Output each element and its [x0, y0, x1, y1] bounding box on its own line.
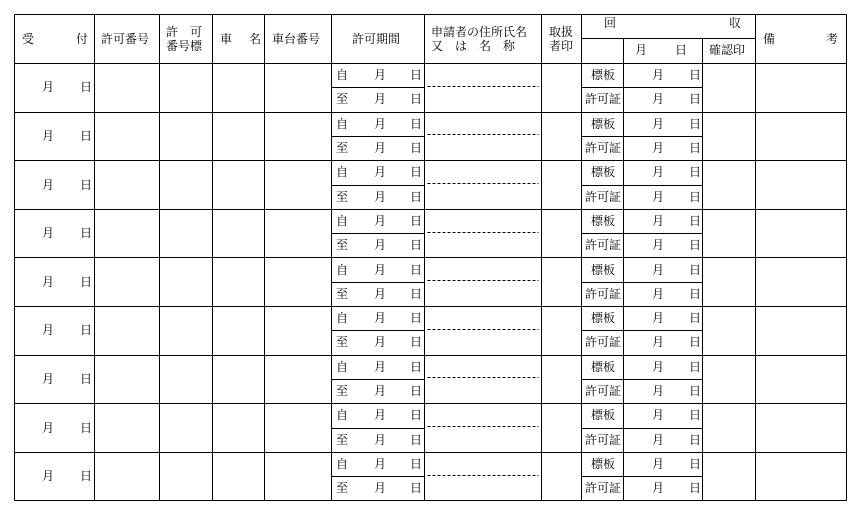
period-from-label: 自	[336, 456, 349, 471]
header-permit-period: 許可期間	[352, 32, 401, 46]
header-receipt-2: 付	[76, 32, 89, 46]
period-to-day: 日	[410, 286, 423, 301]
header-handler-line1: 取扱	[549, 25, 574, 39]
period-from-day: 日	[410, 262, 423, 277]
collection-plate-day: 日	[689, 408, 702, 423]
receipt-day: 日	[80, 274, 93, 289]
period-from-month: 月	[374, 165, 387, 180]
collection-plate-month: 月	[652, 116, 665, 131]
collection-plate-day: 日	[689, 116, 702, 131]
receipt-day: 日	[80, 80, 93, 95]
period-from-month: 月	[374, 262, 387, 277]
header-chassis-no: 車台番号	[272, 32, 321, 46]
receipt-month: 月	[42, 371, 55, 386]
period-to-label: 至	[336, 481, 349, 496]
period-from-day: 日	[410, 116, 423, 131]
period-to-month: 月	[374, 189, 387, 204]
period-from-label: 自	[336, 68, 349, 83]
period-to-day: 日	[410, 335, 423, 350]
collection-certificate-day: 日	[689, 481, 702, 496]
collection-plate-label: 標板	[591, 456, 616, 471]
receipt-month: 月	[42, 420, 55, 435]
period-from-label: 自	[336, 116, 349, 131]
period-from-month: 月	[374, 456, 387, 471]
collection-certificate-label: 許可証	[585, 481, 622, 496]
collection-certificate-label: 許可証	[585, 286, 622, 301]
collection-certificate-month: 月	[652, 92, 665, 107]
collection-certificate-day: 日	[689, 189, 702, 204]
collection-plate-label: 標板	[591, 262, 616, 277]
collection-certificate-label: 許可証	[585, 432, 622, 447]
period-from-label: 自	[336, 262, 349, 277]
collection-plate-month: 月	[652, 165, 665, 180]
collection-plate-label: 標板	[591, 68, 616, 83]
period-from-day: 日	[410, 68, 423, 83]
period-from-day: 日	[410, 456, 423, 471]
header-remarks-1: 備	[763, 32, 776, 46]
period-to-month: 月	[374, 432, 387, 447]
period-to-label: 至	[336, 189, 349, 204]
period-to-month: 月	[374, 141, 387, 156]
collection-certificate-day: 日	[689, 432, 702, 447]
collection-plate-day: 日	[689, 311, 702, 326]
collection-certificate-month: 月	[652, 335, 665, 350]
period-to-label: 至	[336, 335, 349, 350]
collection-plate-day: 日	[689, 68, 702, 83]
period-to-day: 日	[410, 141, 423, 156]
period-to-day: 日	[410, 238, 423, 253]
receipt-day: 日	[80, 177, 93, 192]
collection-plate-label: 標板	[591, 116, 616, 131]
collection-plate-month: 月	[652, 311, 665, 326]
collection-certificate-month: 月	[652, 286, 665, 301]
period-to-month: 月	[374, 481, 387, 496]
collection-plate-day: 日	[689, 213, 702, 228]
collection-certificate-label: 許可証	[585, 335, 622, 350]
collection-certificate-month: 月	[652, 141, 665, 156]
period-to-label: 至	[336, 286, 349, 301]
period-to-label: 至	[336, 141, 349, 156]
receipt-day: 日	[80, 323, 93, 338]
receipt-month: 月	[42, 469, 55, 484]
period-from-label: 自	[336, 408, 349, 423]
period-to-month: 月	[374, 238, 387, 253]
period-from-month: 月	[374, 116, 387, 131]
period-to-month: 月	[374, 92, 387, 107]
receipt-day: 日	[80, 420, 93, 435]
period-from-label: 自	[336, 165, 349, 180]
collection-plate-label: 標板	[591, 408, 616, 423]
collection-certificate-label: 許可証	[585, 92, 622, 107]
collection-plate-month: 月	[652, 262, 665, 277]
receipt-day: 日	[80, 371, 93, 386]
receipt-month: 月	[42, 226, 55, 241]
period-to-label: 至	[336, 432, 349, 447]
collection-certificate-month: 月	[652, 432, 665, 447]
receipt-month: 月	[42, 80, 55, 95]
header-remarks-2: 考	[826, 32, 839, 46]
collection-certificate-day: 日	[689, 286, 702, 301]
collection-plate-day: 日	[689, 165, 702, 180]
collection-plate-label: 標板	[591, 311, 616, 326]
receipt-month: 月	[42, 274, 55, 289]
header-plate-no-line1: 許 可	[166, 25, 203, 39]
period-to-day: 日	[410, 189, 423, 204]
period-from-month: 月	[374, 213, 387, 228]
receipt-day: 日	[80, 226, 93, 241]
header-collection-day: 日	[675, 43, 688, 57]
collection-certificate-month: 月	[652, 481, 665, 496]
collection-certificate-label: 許可証	[585, 189, 622, 204]
period-to-day: 日	[410, 481, 423, 496]
period-from-month: 月	[374, 359, 387, 374]
receipt-day: 日	[80, 469, 93, 484]
receipt-month: 月	[42, 128, 55, 143]
period-from-month: 月	[374, 68, 387, 83]
header-vehicle-name-2: 名	[249, 32, 262, 46]
collection-plate-label: 標板	[591, 213, 616, 228]
period-to-month: 月	[374, 335, 387, 350]
header-collection-2: 収	[729, 16, 742, 30]
collection-certificate-day: 日	[689, 384, 702, 399]
period-to-month: 月	[374, 384, 387, 399]
collection-plate-label: 標板	[591, 359, 616, 374]
period-from-day: 日	[410, 165, 423, 180]
collection-plate-day: 日	[689, 456, 702, 471]
collection-certificate-day: 日	[689, 238, 702, 253]
collection-plate-month: 月	[652, 68, 665, 83]
collection-certificate-day: 日	[689, 141, 702, 156]
collection-certificate-day: 日	[689, 92, 702, 107]
collection-certificate-day: 日	[689, 335, 702, 350]
period-to-label: 至	[336, 238, 349, 253]
header-permit-no: 許可番号	[101, 32, 150, 46]
collection-plate-label: 標板	[591, 165, 616, 180]
header-vehicle-name-1: 車	[220, 32, 233, 46]
period-to-month: 月	[374, 286, 387, 301]
collection-plate-day: 日	[689, 262, 702, 277]
collection-plate-day: 日	[689, 359, 702, 374]
header-collection-1: 回	[604, 16, 617, 30]
period-from-day: 日	[410, 408, 423, 423]
header-plate-no-line2: 番号標	[166, 39, 203, 53]
header-collection-month: 月	[635, 43, 648, 57]
period-from-day: 日	[410, 359, 423, 374]
period-from-label: 自	[336, 359, 349, 374]
collection-certificate-label: 許可証	[585, 238, 622, 253]
collection-plate-month: 月	[652, 456, 665, 471]
period-from-day: 日	[410, 213, 423, 228]
header-handler-line2: 者印	[549, 39, 574, 53]
period-from-month: 月	[374, 408, 387, 423]
period-from-day: 日	[410, 311, 423, 326]
period-from-label: 自	[336, 213, 349, 228]
header-confirm-seal: 確認印	[709, 43, 746, 57]
period-to-day: 日	[410, 384, 423, 399]
collection-certificate-month: 月	[652, 384, 665, 399]
receipt-month: 月	[42, 177, 55, 192]
header-receipt-1: 受	[22, 32, 35, 46]
collection-certificate-label: 許可証	[585, 384, 622, 399]
header-applicant-line2: 又 は 名 称	[431, 39, 516, 53]
collection-plate-month: 月	[652, 408, 665, 423]
collection-certificate-month: 月	[652, 189, 665, 204]
collection-certificate-month: 月	[652, 238, 665, 253]
collection-certificate-label: 許可証	[585, 141, 622, 156]
receipt-day: 日	[80, 128, 93, 143]
period-to-label: 至	[336, 384, 349, 399]
collection-plate-month: 月	[652, 359, 665, 374]
period-to-label: 至	[336, 92, 349, 107]
collection-plate-month: 月	[652, 213, 665, 228]
receipt-month: 月	[42, 323, 55, 338]
header-applicant-line1: 申請者の住所氏名	[431, 25, 528, 39]
period-from-month: 月	[374, 311, 387, 326]
period-from-label: 自	[336, 311, 349, 326]
period-to-day: 日	[410, 92, 423, 107]
period-to-day: 日	[410, 432, 423, 447]
